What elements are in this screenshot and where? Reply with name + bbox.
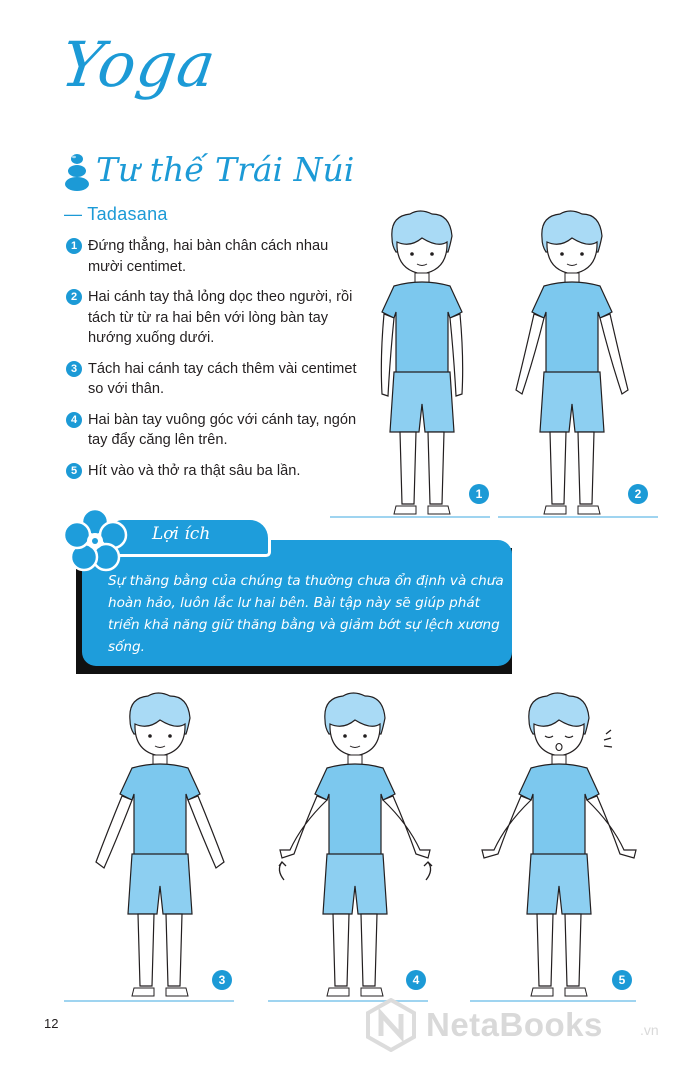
step-item (66, 236, 366, 277)
boy-pose-1-illustration (370, 208, 480, 520)
ground-line (330, 516, 490, 518)
boy-pose-2-illustration (512, 208, 636, 520)
step-item (66, 287, 366, 349)
step-number: 4 (66, 412, 82, 428)
step-text: Hai bàn tay vuông góc với cánh tay, ngón tay đẩy căng lên trên. (88, 411, 357, 448)
step-number: 5 (66, 463, 82, 479)
figure-badge: 2 (628, 484, 648, 504)
ground-line (64, 1000, 234, 1002)
step-item (66, 461, 366, 482)
step-text: Hít vào và thở ra thật sâu ba lần. (88, 462, 301, 479)
watermark-suffix: .vn (640, 1022, 659, 1038)
page-title: Yoga (56, 28, 221, 101)
boy-pose-4-illustration (272, 690, 442, 1004)
figure-badge: 1 (469, 484, 489, 504)
step-text: Đứng thẳng, hai bàn chân cách nhau mười centimet. (88, 238, 329, 275)
benefit-label: Lợi ích (152, 524, 211, 544)
figure-badge: 3 (212, 970, 232, 990)
stacked-stones-icon (64, 152, 90, 192)
pose-subtitle: — Tadasana (64, 204, 168, 224)
pose-title: Tư thế Trái Núi (96, 150, 355, 189)
flower-icon (62, 508, 128, 574)
ground-line (470, 1000, 636, 1002)
page-number: 12 (44, 1016, 59, 1031)
step-number: 1 (66, 238, 82, 254)
benefit-text: Sự thăng bằng của chúng ta thường chưa ổn định và chưa hoàn hảo, luôn lắc lư hai bên. Bài tập này sẽ giúp phát triển khả năng giữ thăng bằng và giảm bớt sự lệch xương sống. (108, 573, 504, 655)
steps-list (66, 236, 366, 491)
boy-pose-3-illustration (92, 690, 232, 1004)
step-text: Tách hai cánh tay cách thêm vài centimet so với thân. (88, 360, 357, 397)
figure-badge: 4 (406, 970, 426, 990)
step-number: 2 (66, 289, 82, 305)
figure-badge: 5 (612, 970, 632, 990)
boy-pose-5-illustration (476, 690, 646, 1004)
ground-line (498, 516, 658, 518)
watermark-text: NetaBooks (426, 1006, 603, 1043)
netabooks-logo-icon (364, 998, 418, 1052)
step-item (66, 410, 366, 451)
step-number: 3 (66, 361, 82, 377)
step-text: Hai cánh tay thả lỏng dọc theo người, rồi tách từ từ ra hai bên với lòng bàn tay hướng xuống dưới. (88, 289, 353, 346)
step-item (66, 359, 366, 400)
